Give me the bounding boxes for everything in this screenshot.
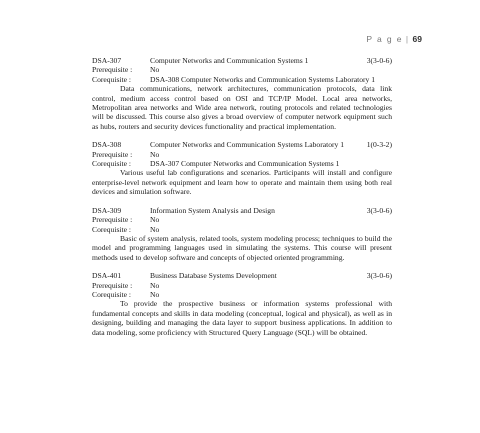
- course-code: DSA-309: [92, 205, 122, 215]
- corequisite-label: Corequisite :: [92, 289, 132, 299]
- course-title: Information System Analysis and Design: [150, 205, 275, 215]
- course-credits: 3(3-0-6): [366, 56, 392, 65]
- corequisite-row: [92, 75, 392, 84]
- prerequisite-label: Prerequisite :: [92, 215, 133, 225]
- course-heading: [92, 56, 392, 65]
- course-heading: [92, 271, 392, 280]
- corequisite-value: No: [150, 289, 160, 299]
- course-code: DSA-308: [92, 140, 122, 150]
- course-entry: [92, 271, 392, 337]
- course-entry: [92, 140, 392, 196]
- corequisite-row: [92, 290, 392, 299]
- course-title: Business Database Systems Development: [150, 271, 277, 281]
- course-description: To provide the prospective business or information systems professional with fundamental concepts and skills in data modeling (conceptual, logical and physical), as well as in designing, building and managing the data layer to support business applications. In addition to data modeling, some proficiency with Structured Query Language (SQL) will be obtained.: [92, 299, 392, 337]
- corequisite-label: Corequisite :: [92, 74, 132, 84]
- prerequisite-value: No: [150, 149, 160, 159]
- prerequisite-value: No: [150, 280, 160, 290]
- prerequisite-row: [92, 281, 392, 290]
- course-title: Computer Networks and Communication Systems Laboratory 1: [150, 140, 345, 150]
- prerequisite-row: [92, 215, 392, 224]
- page-number: 69: [412, 34, 422, 44]
- course-credits: 3(3-0-6): [366, 205, 392, 215]
- course-credits: 1(0-3-2): [366, 140, 392, 150]
- prerequisite-row: [92, 150, 392, 159]
- course-heading: [92, 206, 392, 215]
- course-title: Computer Networks and Communication Systems 1: [150, 56, 309, 65]
- prerequisite-row: [92, 65, 392, 74]
- course-description: Basic of system analysis, related tools, system modeling process; techniques to build the model and programming languages used in simulating the systems. This course will present methods used to develop software and concepts of objected oriented programming.: [92, 233, 392, 262]
- prerequisite-label: Prerequisite :: [92, 149, 133, 159]
- corequisite-row: [92, 159, 392, 168]
- page-header: [366, 34, 422, 44]
- course-entry: [92, 56, 392, 131]
- course-code: DSA-401: [92, 271, 122, 281]
- page-label: P a g e: [366, 34, 403, 44]
- course-description: Data communications, network architectures, communication protocols, data link control, medium access control based on OSI and TCP/IP Model. Local area networks, Metropolitan area networks and Wide area network, routing protocols and related technologies will be discussed. This course also gives a broad overview of computer network equipment such as hubs, routers and security devices functionality and practical implementation.: [92, 84, 392, 131]
- corequisite-row: [92, 225, 392, 234]
- corequisite-label: Corequisite :: [92, 224, 132, 234]
- page-separator: |: [405, 34, 410, 44]
- prerequisite-value: No: [150, 65, 160, 75]
- course-credits: 3(3-0-6): [366, 271, 392, 281]
- corequisite-value: DSA-308 Computer Networks and Communication Systems Laboratory 1: [150, 74, 376, 84]
- course-list: [92, 56, 392, 346]
- course-code: DSA-307: [92, 56, 122, 65]
- corequisite-value: DSA-307 Computer Networks and Communication Systems 1: [150, 159, 340, 169]
- course-description: Various useful lab configurations and scenarios. Participants will install and configure enterprise-level network equipment and learn how to operate and maintain them using both real devices and simulation software.: [92, 168, 392, 197]
- corequisite-label: Corequisite :: [92, 159, 132, 169]
- corequisite-value: No: [150, 224, 160, 234]
- prerequisite-label: Prerequisite :: [92, 280, 133, 290]
- prerequisite-label: Prerequisite :: [92, 65, 133, 75]
- course-heading: [92, 140, 392, 149]
- prerequisite-value: No: [150, 215, 160, 225]
- course-entry: [92, 206, 392, 262]
